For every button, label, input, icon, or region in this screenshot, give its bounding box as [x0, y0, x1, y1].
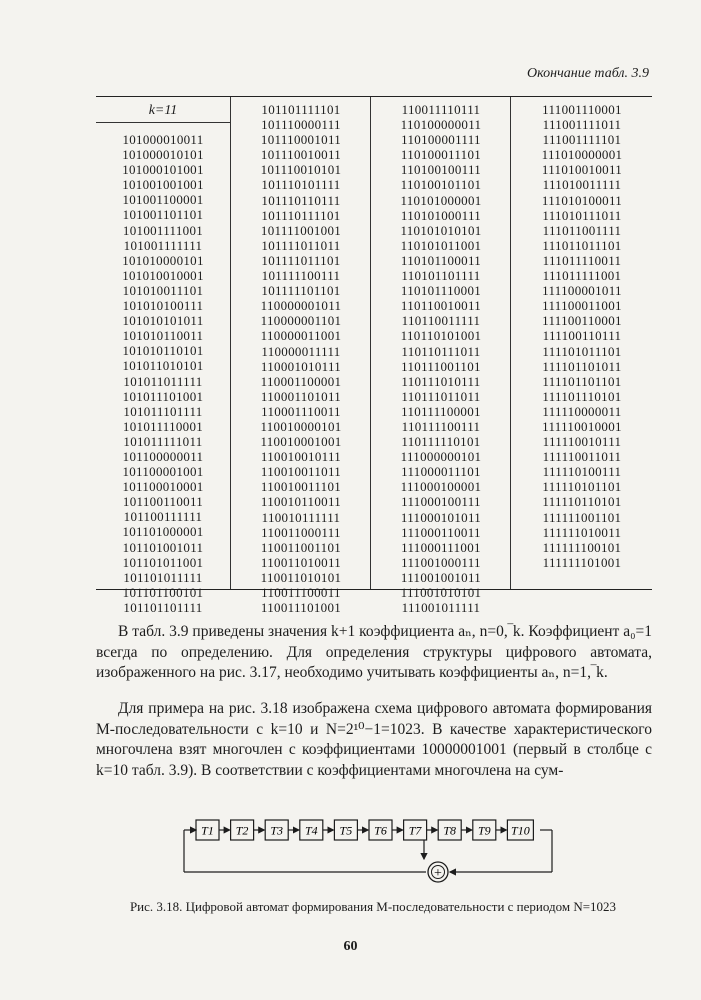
table-cell: 101011111011	[123, 433, 203, 449]
column-values-2	[231, 97, 371, 615]
table-cell: 111011011101	[542, 237, 622, 253]
table-cell: 110011001101	[260, 539, 342, 555]
table-cell: 101001101101	[122, 207, 204, 223]
column-header-k11: k=11	[96, 100, 230, 123]
table-cell: 101011110001	[122, 418, 204, 434]
table-cell: 110000001011	[260, 298, 342, 314]
table-cell: 111110100111	[542, 464, 622, 480]
table-cell: 101001111111	[123, 237, 203, 253]
table-cell: 111000100001	[400, 479, 482, 495]
table-cell: 110010010111	[260, 449, 342, 465]
table-cell: 111111101001	[542, 554, 622, 570]
table-cell: 101110001011	[260, 132, 342, 148]
table-cell: 110111110101	[401, 434, 481, 450]
table-cell: 111111010011	[542, 524, 622, 540]
table-cell: 111101101011	[542, 358, 622, 374]
table-cell: 111001111101	[542, 132, 622, 148]
table-cell: 111000000101	[400, 449, 482, 465]
table-cell: 111101101101	[542, 373, 622, 389]
table-cell: 110011101001	[260, 600, 342, 616]
table-cell: 101011101111	[123, 403, 203, 419]
table-cell: 101001111001	[122, 222, 204, 238]
table-cell: 110011110111	[401, 102, 481, 117]
table-cell: 101101111101	[261, 102, 341, 117]
table-cell: 101001001001	[122, 177, 204, 193]
coefficients-table	[96, 96, 652, 616]
table-cell: 111001010101	[400, 585, 482, 600]
table-cell: 101000010011	[122, 132, 204, 147]
table-cell: 110001110011	[261, 403, 341, 419]
table-cell: 111010111011	[542, 207, 622, 223]
table-cell: 101010100111	[122, 298, 204, 314]
table-cell: 110010110011	[260, 494, 342, 510]
table-cell: 111101110101	[542, 388, 622, 404]
table-cell: 101111100111	[261, 268, 341, 284]
table-cell: 101110101111	[261, 177, 341, 193]
register-label: T8	[443, 823, 457, 838]
table-cell: 101101000001	[122, 524, 204, 540]
table-cell: 101100111111	[123, 509, 203, 525]
table-cell: 101100010001	[122, 479, 204, 495]
table-column-2	[230, 97, 371, 616]
table-cell: 111010010011	[541, 162, 623, 178]
table-cell: 111011001111	[542, 222, 622, 238]
table-cell: 111011110011	[542, 252, 622, 268]
table-cell: 111100001011	[542, 283, 622, 299]
table-cell: 101101101111	[123, 599, 203, 615]
paragraph-2: Для примера на рис. 3.18 изображена схема цифрового автомата формирования M-последовательности с k=10 и N=2¹⁰−1=1023. В качестве характеристического многочлена взят многочлен с коэффициентами 10000001001 (первый в столбце с k=10 табл. 3.9). В соответствии с коэффициентами многочлена на сум-	[96, 700, 652, 779]
table-cell: 111111100101	[542, 539, 622, 555]
table-cell: 110010001001	[260, 434, 342, 450]
table-cell: 110111100001	[401, 403, 481, 419]
shift-register-diagram	[180, 814, 556, 890]
table-cell: 111001011111	[401, 600, 481, 616]
table-cell: 111000100111	[401, 494, 481, 510]
table-cell: 110001010111	[260, 358, 342, 374]
table-cell: 101001100001	[122, 192, 204, 208]
table-cell: 101010011101	[122, 282, 204, 298]
table-cell: 110001101011	[260, 388, 342, 404]
table-cell: 110111011011	[401, 388, 481, 404]
table-cell: 110100000011	[400, 117, 482, 133]
table-cell: 110110111011	[401, 343, 481, 359]
table-cell: 101110010011	[260, 147, 342, 163]
table-cell: 110011100011	[261, 585, 341, 600]
table-cell: 101101011001	[122, 554, 204, 570]
table-cell: 101010000101	[122, 252, 204, 268]
table-cell: 101011010101	[122, 358, 204, 374]
table-cell: 110100011101	[400, 147, 482, 163]
table-cell: 110101011001	[400, 237, 482, 253]
table-cell: 110101101111	[401, 268, 481, 284]
table-cell: 101010110101	[122, 343, 204, 359]
table-cell: 110000011111	[261, 343, 341, 359]
table-cell: 101100000011	[122, 448, 204, 464]
table-cell: 110010111111	[261, 509, 341, 525]
table-column-4	[510, 97, 653, 589]
table-cell: 111010000001	[541, 147, 623, 163]
table-cell: 110000011001	[260, 328, 342, 344]
table-cell: 101010010001	[122, 267, 204, 283]
table-cell: 101110000111	[261, 117, 341, 133]
table-cell: 101101011111	[123, 569, 203, 585]
table-cell: 101100001001	[122, 464, 204, 480]
table-cell: 110100100111	[400, 162, 482, 178]
table-cell: 111000111001	[401, 539, 481, 555]
table-cell: 110101000111	[400, 207, 482, 223]
table-cell: 110000001101	[260, 313, 342, 329]
table-cell: 111110010111	[542, 434, 622, 450]
table-cell: 101101100101	[122, 584, 204, 600]
table-cell: 101111011101	[261, 252, 341, 268]
table-cell: 111110101101	[542, 479, 622, 495]
register-label: T9	[477, 823, 491, 838]
table-cell: 110100101101	[400, 177, 482, 193]
register-label: T2	[235, 823, 249, 838]
column-values-1	[96, 123, 230, 615]
table-cell: 110101010101	[400, 222, 482, 238]
table-cell: 110010000101	[260, 418, 342, 434]
register-label: T4	[304, 823, 318, 838]
table-cell: 101101001011	[122, 539, 204, 555]
table-cell: 111000101011	[400, 509, 482, 525]
table-cell: 111001001011	[400, 569, 482, 585]
table-cell: 111101011101	[542, 343, 622, 359]
table-cell: 110101100011	[400, 252, 482, 268]
adder-symbol: +	[434, 866, 442, 881]
table-cell: 110101000001	[400, 192, 482, 208]
table-cell: 110010011011	[260, 464, 342, 480]
table-cell: 110111001101	[401, 358, 481, 374]
table-cell: 110111010111	[401, 373, 481, 389]
register-label: T3	[270, 823, 284, 838]
table-cell: 111010100011	[541, 192, 623, 208]
table-cell: 111010011111	[542, 177, 622, 193]
table-cell: 110100001111	[401, 132, 481, 148]
table-cell: 111011111001	[542, 268, 622, 284]
table-cell: 110011010011	[260, 554, 342, 570]
table-cell: 101110010101	[260, 162, 342, 178]
table-column-3	[370, 97, 511, 616]
table-cell: 111001111011	[542, 117, 622, 133]
register-label: T10	[511, 823, 530, 838]
table-cell: 110110011111	[401, 313, 481, 329]
table-cell: 110001100001	[260, 373, 342, 389]
table-cell: 101110111101	[261, 207, 341, 223]
table-cell: 111100110001	[542, 313, 622, 329]
table-cell: 111001110001	[542, 102, 622, 117]
table-cell: 111000011101	[401, 464, 481, 480]
table-cell: 101111001001	[260, 222, 342, 238]
table-cell: 110011010101	[260, 569, 342, 585]
table-cell: 111110000011	[542, 403, 622, 419]
table-cell: 110110010011	[400, 298, 482, 314]
table-cell: 110010011101	[260, 479, 342, 495]
paragraph-1: В табл. 3.9 приведены значения k+1 коэффициента aₙ, n=0,‾k. Коэффициент a₀=1 всегда по определению. Для определения структуры цифрового автомата, изображенного на рис. 3.17, необходимо учитывать коэффициенты aₙ, n=1,‾k.	[96, 623, 652, 681]
table-cell: 101100110011	[122, 494, 204, 510]
register-label: T5	[339, 823, 353, 838]
table-cell: 101010101011	[122, 313, 204, 329]
table-cell: 101011011111	[123, 373, 203, 389]
table-cell: 111100110111	[542, 328, 622, 344]
table-column-1	[96, 97, 230, 615]
table-cell: 110111100111	[401, 418, 481, 434]
register-label: T7	[408, 823, 422, 838]
table-cell: 111110011011	[542, 449, 622, 465]
table-cell: 111001000111	[401, 554, 481, 570]
table-cell: 111000110011	[401, 524, 481, 540]
table-cell: 110110101001	[400, 328, 482, 344]
column-values-4	[511, 97, 653, 570]
column-values-3	[371, 97, 511, 615]
table-cell: 101000010101	[122, 147, 204, 163]
table-cell: 110011000111	[261, 524, 341, 540]
table-continuation-caption: Окончание табл. 3.9	[527, 66, 649, 81]
register-label: T1	[201, 823, 214, 838]
table-cell: 111111001101	[542, 509, 622, 525]
table-cell: 101000101001	[122, 162, 204, 178]
table-cell: 111110110101	[542, 494, 622, 510]
table-cell: 110101110001	[400, 283, 482, 299]
table-cell: 101111101101	[261, 283, 341, 299]
table-cell: 101110110111	[261, 192, 341, 208]
table-cell: 101011101001	[122, 388, 204, 404]
page-number: 60	[343, 939, 358, 954]
table-cell: 101010110011	[122, 328, 204, 344]
table-cell: 111110010001	[542, 418, 622, 434]
table-cell: 101111011011	[261, 237, 341, 253]
table-cell: 111100011001	[542, 298, 622, 314]
register-label: T6	[374, 823, 387, 838]
figure-caption: Рис. 3.18. Цифровой автомат формирования M-последовательности с периодом N=1023	[129, 899, 617, 914]
